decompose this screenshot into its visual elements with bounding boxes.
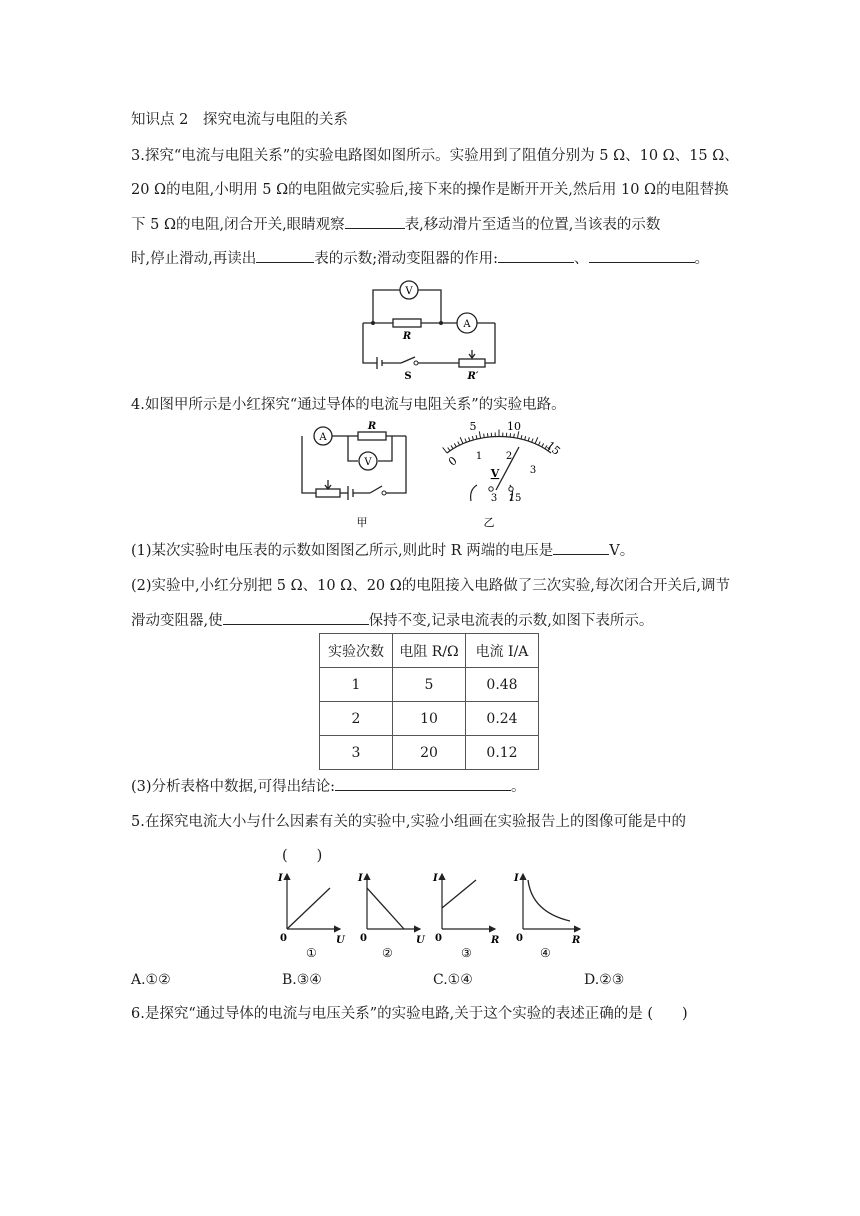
graph-4-y-label: I: [514, 873, 519, 884]
dial-tick: [460, 437, 463, 443]
q4-sub1-unit: V。: [609, 543, 635, 559]
q4-line1: 4.如图甲所示是小红探究“通过导体的电流与电阻关系”的实验电路。: [131, 397, 566, 413]
dial-tick: [454, 443, 456, 447]
q4-sub3-end: 。: [511, 779, 526, 795]
switch-label: S: [404, 371, 412, 382]
dial-tick: [484, 434, 485, 438]
q5-line1: 5.在探究电流大小与什么因素有关的实验中,实验小组画在实验报告上的图像可能是中的: [131, 814, 686, 830]
dial-unit: V: [490, 467, 500, 480]
q3-line4-mid: 表的示数;滑动变阻器的作用:: [314, 251, 498, 267]
table-cell: 20: [393, 736, 466, 770]
q6-text: 6.是探究“通过导体的电流与电压关系”的实验电路,关于这个实验的表述正确的是: [131, 1006, 643, 1022]
q3-line4-sep: 、: [574, 251, 589, 267]
table-row: [320, 736, 539, 770]
q4-sub3: [131, 776, 526, 797]
table-header-row: [320, 634, 539, 668]
q3-line1: 3.探究“电流与电阻关系”的实验电路图如图所示。实验用到了阻值分别为 5 Ω、10 Ω、15 Ω、: [131, 148, 739, 164]
table-cell: 1: [320, 668, 393, 702]
table-row: [320, 668, 539, 702]
graph-3-y-label: I: [433, 873, 438, 884]
table-header-trial: 实验次数: [320, 634, 393, 668]
dial-tick: [532, 439, 533, 443]
q3-blank-role2[interactable]: [589, 248, 695, 263]
q4-data-table: [319, 633, 539, 770]
dial-tick: [538, 442, 540, 446]
voltmeter-label: V: [405, 286, 413, 297]
graph-4-origin: 0: [516, 933, 523, 944]
q3-blank-meter[interactable]: [345, 214, 405, 229]
dial-zero-outer: 0: [445, 454, 460, 469]
dial-tick: [535, 437, 538, 443]
dial-tick: [514, 434, 515, 438]
graph-1-y-label: I: [278, 873, 283, 884]
terminal-15: 15: [508, 493, 522, 504]
q3-line3-end: 表,移动滑片至适当的位置,当该表的示数: [404, 217, 661, 233]
jia-voltmeter-label: V: [364, 457, 372, 468]
q4-sub2-line1: (2)实验中,小红分别把 5 Ω、10 Ω、20 Ω的电阻接入电路做了三次实验,每次闭合开关后,调节: [131, 578, 730, 594]
q5-option-d[interactable]: D.②③: [584, 972, 625, 988]
table-header-current: 电流 I/A: [466, 634, 539, 668]
dial-tick: [479, 431, 480, 438]
q4-blank-constant[interactable]: [223, 610, 369, 625]
q5-option-b[interactable]: B.③④: [282, 972, 322, 988]
dial-tick: [469, 437, 470, 441]
q4-sub2-line2: [131, 610, 653, 631]
jia-ammeter-label: A: [319, 432, 327, 443]
q4-sub2-start: 滑动变阻器,使: [131, 613, 223, 629]
yi-caption: 乙: [483, 516, 495, 529]
graph-1-x-label: U: [336, 935, 345, 946]
q3-line4: [131, 248, 709, 269]
graph-3: [432, 873, 499, 960]
graph-3-number: ③: [461, 946, 472, 960]
q4-sub1-text: (1)某次实验时电压表的示数如图图乙所示,则此时 R 两端的电压是: [131, 543, 554, 559]
dial-bottom-tick-3: 3: [529, 465, 537, 476]
q5-option-c[interactable]: C.①④: [433, 972, 473, 988]
table-header-resistance: 电阻 R/Ω: [393, 634, 466, 668]
table-cell: 3: [320, 736, 393, 770]
q3-line3-start: 下 5 Ω的电阻,闭合开关,眼睛观察: [131, 217, 345, 233]
table-cell: 2: [320, 702, 393, 736]
table-cell: 0.24: [466, 702, 539, 736]
graph-3-origin: 0: [435, 933, 442, 944]
q3-line2: 20 Ω的电阻,小明用 5 Ω的电阻做完实验后,接下来的操作是断开开关,然后用 10 Ω的电阻替换: [131, 182, 729, 198]
terminal-3: 3: [490, 493, 498, 504]
jia-caption: 甲: [356, 516, 368, 529]
q4-blank-voltage[interactable]: [553, 540, 609, 555]
ammeter-label: A: [463, 319, 471, 330]
q4-circuit-jia: [296, 420, 416, 530]
q4-voltmeter-dial-yi: [425, 415, 565, 530]
dial-bottom-tick-2: 2: [505, 451, 513, 462]
graph-4: [513, 873, 580, 960]
table-cell: 0.12: [466, 736, 539, 770]
dial-top-tick-15: 15: [543, 438, 563, 458]
q3-line4-start: 时,停止滑动,再读出: [131, 251, 257, 267]
q3-circuit-diagram: [355, 278, 515, 382]
q4-sub1: [131, 540, 634, 561]
dial-bottom-tick-1: 1: [475, 451, 483, 462]
q3-blank-meter2[interactable]: [256, 248, 314, 263]
dial-tick: [465, 438, 466, 442]
dial-tick: [458, 442, 460, 446]
table-cell: 5: [393, 668, 466, 702]
q5-option-a[interactable]: A.①②: [131, 972, 171, 988]
dial-tick: [451, 445, 453, 448]
q3-line3: [131, 214, 660, 235]
graph-2-origin: 0: [360, 933, 367, 944]
dial-tick: [448, 448, 450, 451]
graph-1-origin: 0: [280, 933, 287, 944]
dial-top-tick-5: 5: [469, 420, 477, 433]
dial-top-tick-10: 10: [507, 420, 521, 433]
section-title: 知识点 2 探究电流与电阻的关系: [131, 112, 348, 128]
graph-4-number: ④: [540, 946, 551, 960]
table-cell: 0.48: [466, 668, 539, 702]
dial-tick: [443, 447, 447, 453]
dial-tick: [528, 437, 529, 441]
resistor-label: R: [402, 331, 412, 342]
graph-1: [277, 873, 346, 960]
table-cell: 10: [393, 702, 466, 736]
q5-graphs: [270, 868, 590, 962]
table-row: [320, 702, 539, 736]
rheostat-label: R′: [467, 371, 479, 382]
q5-answer-paren: ( ): [282, 848, 323, 864]
q3-line4-end: 。: [694, 251, 709, 267]
q4-blank-conclusion[interactable]: [335, 776, 511, 791]
q4-sub3-text: (3)分析表格中数据,可得出结论:: [131, 779, 336, 795]
graph-2-y-label: I: [358, 873, 363, 884]
q6-line1: [131, 1004, 688, 1024]
graph-1-number: ①: [306, 946, 317, 960]
q6-answer-paren: ( ): [647, 1006, 688, 1022]
q4-sub2-end: 保持不变,记录电流表的示数,如图下表所示。: [368, 613, 654, 629]
dial-tick: [542, 443, 544, 446]
graph-3-x-label: R: [491, 935, 500, 946]
q3-blank-role1[interactable]: [498, 248, 574, 263]
graph-2: [357, 873, 426, 960]
graph-2-x-label: U: [416, 935, 425, 946]
graph-4-x-label: R: [572, 935, 581, 946]
graph-2-number: ②: [382, 946, 393, 960]
jia-resistor-label: R: [367, 421, 377, 432]
